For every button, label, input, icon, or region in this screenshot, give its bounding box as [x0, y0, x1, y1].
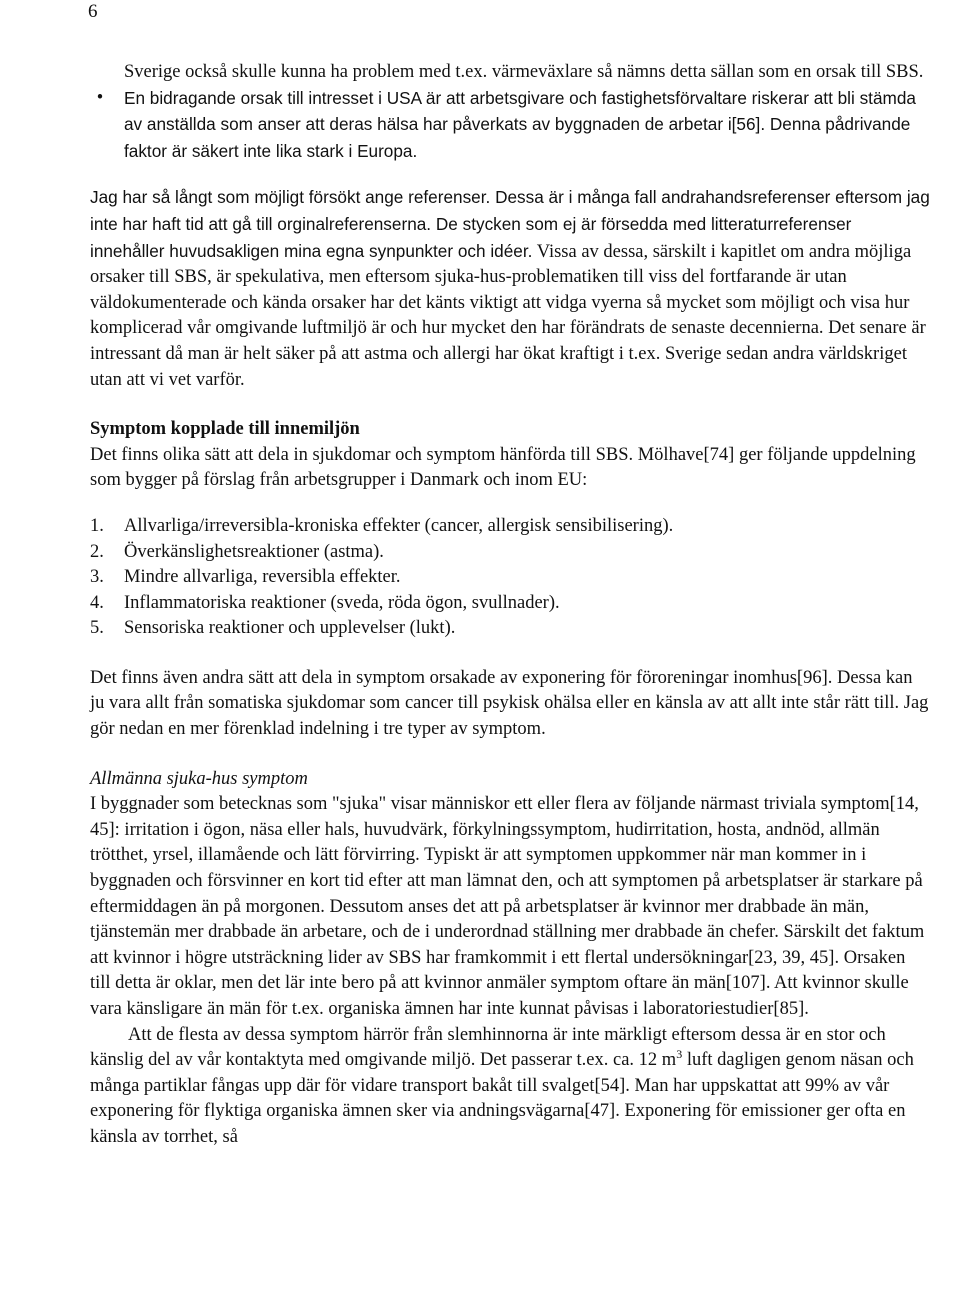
page-content — [90, 60, 930, 1151]
spacer — [90, 642, 930, 666]
numbered-list — [90, 514, 930, 642]
list-item — [90, 514, 930, 540]
section-after-list: Det finns även andra sätt att dela in symptom orsakade av exponering för föroreningar inomhus[96]. Dessa kan ju vara allt från somatiska sjukdomar som cancer till psykisk ohälsa eller en känsla av att allt inte står rätt till. Jag gör nedan en mer förenklad indelning i tre typer av symptom. — [90, 667, 929, 740]
list-item-text: Överkänslighetsreaktioner (astma). — [124, 541, 384, 562]
references-paragraph-part1: Jag har så långt som möjligt försökt ange referenser. Dessa är i många fall andrahandsreferenser eftersom jag inte har haft tid att gå till orginalreferenserna. De stycken som ej är försedda med litteraturreferenser innehåller huvudsakligen mina egna synpunkter och idéer. — [90, 187, 930, 261]
list-item — [90, 540, 930, 566]
section-intro: Det finns olika sätt att dela in sjukdomar och symptom hänförda till SBS. Mölhave[74] ger följande uppdelning som bygger på förslag från arbetsgrupper i Danmark och inom EU: — [90, 444, 916, 491]
list-item — [90, 616, 930, 642]
bullet-item-text-tail: Denna pådrivande faktor är säkert inte lika stark i Europa. — [124, 114, 911, 161]
bullet-item — [96, 86, 930, 166]
list-item-number: 3. — [90, 567, 104, 588]
spacer — [90, 165, 930, 185]
references-paragraph — [90, 185, 930, 393]
list-item — [90, 591, 930, 617]
spacer — [90, 393, 930, 417]
bullet-item-text: En bidragande orsak till intresset i USA är att arbetsgivare och fastighetsförvaltare riskerar att bli stämda av anställda som anser att deras hälsa har påverkats av byggnaden de arbetar i[56]. — [124, 87, 916, 135]
subsection-paragraph-2-text: Att de flesta av dessa symptom härrör från slemhinnorna är inte märkligt eftersom dessa är en stor och känslig del av vår kontaktyta med omgivande miljö. Det passerar t.ex. ca. 12 m — [90, 1024, 886, 1071]
bullet-icon: • — [96, 87, 104, 108]
list-item-text: Mindre allvarliga, reversibla effekter. — [124, 567, 401, 588]
section-heading: Symptom kopplade till innemiljön — [90, 419, 360, 440]
list-item-number: 4. — [90, 592, 104, 613]
references-paragraph-part2: Vissa av dessa, särskilt i kapitlet om andra möjliga orsaker till SBS, är spekulativa, men eftersom sjuka-hus-problematiken till viss del fortfarande är utan väldokumenterade och kända orsaker har det känts viktigt att vidga vyerna så mycket som möjligt och visa hur komplicerad vår omgivande luftmiljö är och hur mycket den har förändrats de senaste decennierna. Det senare är intressant då man är helt säker på att astma och allergi har ökat kraftigt i t.ex. Sverige sedan andra världskriget utan att vi vet varför. — [90, 241, 926, 390]
list-item-text: Allvarliga/irreversibla-kroniska effekter (cancer, allergisk sensibilisering). — [124, 515, 674, 536]
subsection-paragraph-2 — [90, 1023, 930, 1151]
subsection-paragraph-1: I byggnader som betecknas som "sjuka" visar människor ett eller flera av följande närmast triviala symptom[14, 45]: irritation i ögon, näsa eller hals, huvudvärk, förkylningssymptom, hudirritation, hosta, andnöd, allmän trötthet, yrsel, illamående och lätt förvirring. Typiskt är att symptomen uppkommer när man kommer in i byggnaden och försvinner en kort tid efter att man lämnat den, och att symptomen på arbetsplatser är starkare på eftermiddagen än på morgonen. Dessutom anses det att på arbetsplatser är kvinnor mer drabbade än män, tjänstemän mer drabbade än arbetare, och de i underordnad ställning mer drabbade än chefer. Särskilt det faktum att kvinnor i högre utsträckning lider av SBS har framkommit i ett flertal undersökningar[23, 39, 45]. Orsaken till detta är oklar, men det lär inte bero på att kvinnor anmäler symptom oftare än män[107]. Att kvinnor skulle vara känsligare än män för t.ex. organiska ämnen har inte kunnat påvisas i laboratoriestudier[85]. — [90, 794, 925, 1019]
list-item-text: Sensoriska reaktioner och upplevelser (lukt). — [124, 618, 456, 639]
spacer — [90, 743, 930, 767]
list-item-text: Inflammatoriska reaktioner (sveda, röda ögon, svullnader). — [124, 592, 560, 613]
list-item-number: 5. — [90, 618, 104, 639]
bullet-item-continuation: Sverige också skulle kunna ha problem med t.ex. värmeväxlare så nämns detta sällan som en orsak till SBS. — [124, 62, 924, 82]
subsection-heading: Allmänna sjuka-hus symptom — [90, 768, 308, 789]
list-item-number: 1. — [90, 515, 104, 536]
spacer — [90, 494, 930, 514]
list-item-number: 2. — [90, 541, 104, 562]
superscript: 3 — [676, 1047, 683, 1062]
bullet-list — [96, 60, 930, 165]
subsection-paragraph-2-tail: luft dagligen genom näsan och många partiklar fångas upp där för vidare transport bakåt till svalget[54]. Man har uppskattat att 99% av vår exponering för flyktiga organiska ämnen sker via andningsvägarna[47]. Exponering för emissioner ger ofta en känsla av torrhet, så — [90, 1050, 914, 1147]
list-item — [90, 565, 930, 591]
page-number: 6 — [88, 1, 98, 22]
